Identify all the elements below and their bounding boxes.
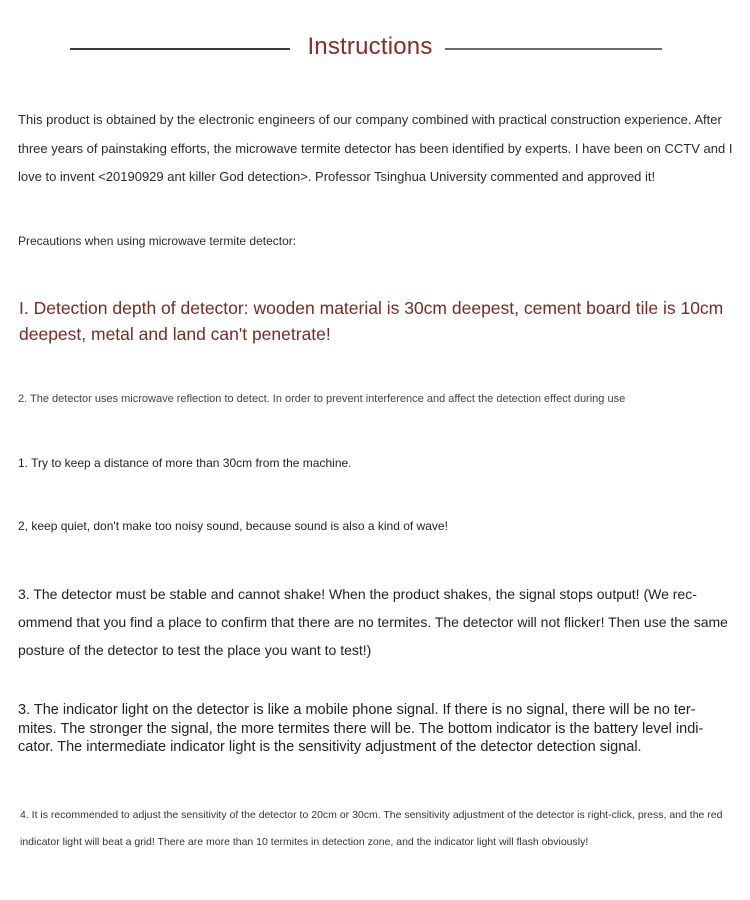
precautions-heading: Precautions when using microwave termite detector: <box>18 234 297 248</box>
page-title: Instructions <box>307 33 433 60</box>
sub-item-2-keep-quiet: 2, keep quiet, don't make too noisy sound, because sound is also a kind of wave! <box>18 519 448 533</box>
item-2-microwave-reflection: 2. The detector uses microwave reflection to detect. In order to prevent interference and affect the detection effect during use <box>18 393 626 405</box>
item-3-indicator-light: 3. The indicator light on the detector is like a mobile phone signal. If there is no signal, there will be no ter- mites. The stronger the signal, the more termites there will be. The bottom indicator is the battery level indi- cator. The intermediate indicator light is the sensitivity adjustment of the detector detection signal. <box>18 702 704 755</box>
item-3-stability: 3. The detector must be stable and cannot shake! When the product shakes, the signal stops output! (We rec- ommend that you find a place to confirm that there are no termites. The detector will not flicker! Then use the same posture of the detector to test the place you want to test!) <box>18 586 728 658</box>
title-rule-right <box>445 48 662 50</box>
intro-paragraph: This product is obtained by the electronic engineers of our company combined with practical construction experience. After three years of painstaking efforts, the microwave termite detector has been identified by experts. I have been on CCTV and I love to invent <20190929 ant killer God detection>. Professor Tsinghua University commented and approved it! <box>18 112 733 184</box>
item-1-detection-depth: I. Detection depth of detector: wooden material is 30cm deepest, cement board tile is 10cm deepest, metal and land can't penetrate! <box>19 298 724 344</box>
item-4-sensitivity: 4. It is recommended to adjust the sensitivity of the detector to 20cm or 30cm. The sensitivity adjustment of the detector is right-click, press, and the red indicator light will beat a grid! There are more than 10 termites in detection zone, and the indicator light will flash obviously! <box>20 809 723 848</box>
sub-item-1-distance: 1. Try to keep a distance of more than 30cm from the machine. <box>18 456 352 470</box>
